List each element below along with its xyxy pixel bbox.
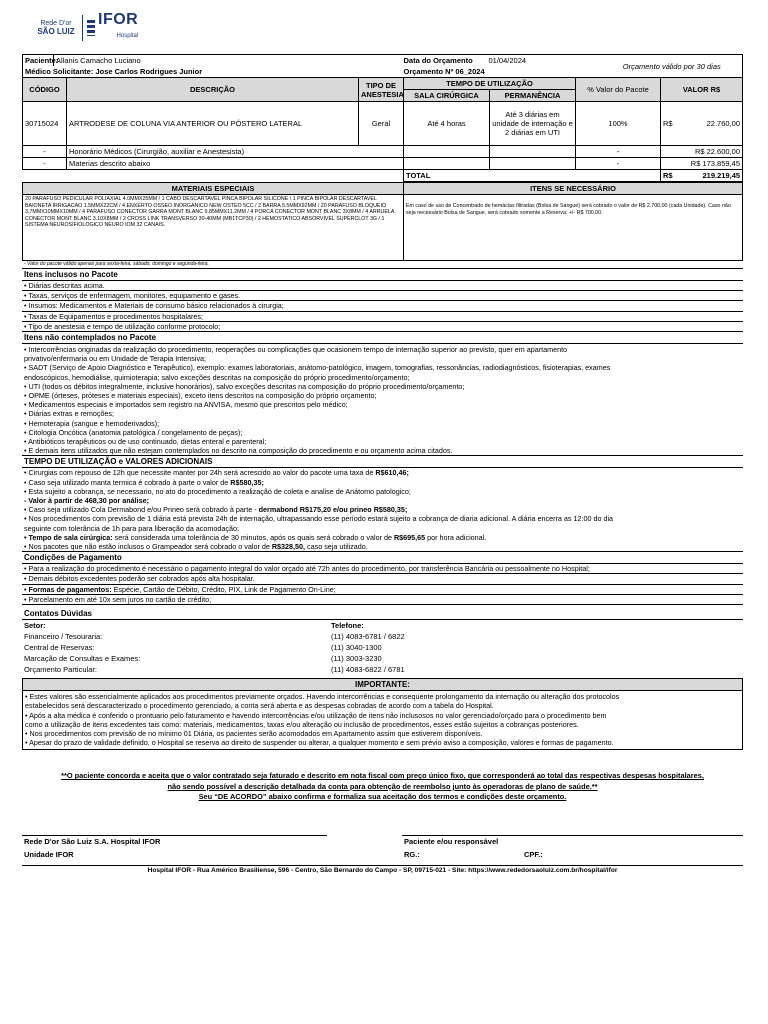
- row-pct: 100%: [576, 102, 661, 146]
- payment-line: • Formas de pagamentos:: [24, 584, 114, 594]
- hospital-signature-label: Rede D'or São Luiz S.A. Hospital IFOR: [22, 835, 327, 847]
- patient-label: Paciente:: [25, 56, 59, 65]
- time-line: por hora adicional.: [425, 532, 487, 542]
- time-values-list: [22, 467, 743, 551]
- contact-sector: Financeiro / Tesouraria:: [24, 632, 103, 642]
- optional-items-title: ITENS SE NECESSÁRIO: [404, 183, 743, 195]
- logo-brand-text: IFOR: [98, 11, 139, 28]
- budget-date: 01/04/2024: [488, 56, 527, 65]
- contact-row: [22, 664, 743, 675]
- agreement-line: não sendo possível a descrição detalhada da conta para obtenção de reembolso junto às operadoras de plano de saúde.**: [167, 781, 598, 791]
- patient-signature-label: Paciente e/ou responsável: [402, 835, 743, 847]
- time-value: dermabond R$175,20 e/ou prineo R$580,35;: [258, 505, 408, 515]
- payment-line: Espécie, Cartão de Débito, Crédito, PIX, Link de Pagamento On-Line;: [113, 584, 336, 594]
- row-currency: R$: [661, 102, 701, 146]
- row-codigo: -: [23, 146, 67, 158]
- time-value: R$695,65: [393, 532, 426, 542]
- row-pct: -: [576, 146, 661, 158]
- time-line: • Caso seja utilizado manta termica é cobrado à parte o valor de: [24, 477, 231, 487]
- col-tempo: TEMPO DE UTILIZAÇÃO: [404, 78, 576, 90]
- row-valor: R$ 22.600,00: [661, 146, 743, 158]
- list-item: • UTI (todos os débitos integralmente, inclusive honorários), salvo exceções descritas na composição do próprio procedimento/orçamento;: [24, 381, 465, 391]
- list-item: • Nos procedimentos com previsão de no mínimo 01 Diária, os pacientes serão acomodados em Apartamento assim que estiverem disponíveis.: [25, 728, 483, 738]
- list-item: privativo/enfermaria ou em Unidade de Terapia Intensiva;: [24, 354, 207, 364]
- procedure-table: [22, 77, 743, 182]
- materials-list: 20 PARAFUSO PEDICULAR POLIAXIAL 4.0MMX25MM / 1 CABO DESCARTAVEL PINCA BIPOLAR SILICONE / 1 PINCA BIPOLAR DESCARTAVEL BAIONETA IRRIGACAO 1.5MMX22CM / 4 ENXERTO OSSEO INORGANICO NEW OSTEO 5CC / 2 BARRA 5.5MMX92MM / 20 PARAFUSO BLOQUEIO 3.7MMX10MMX10MM / 4 PARAFUSO CONECTOR GARRA MONT BLANC 9.85MMX11.2MM / 4 PORCA CONECTOR MONT BLANC 3X8MM / 4 ARRUELA CONECTOR MONT BLANC 3.10X8MM / 2 CROSS LINK TRANSVERSO 30-40MM (MB1TCP30) / 2 HEMOSTATICO ABSORVIVEL SUPERCLOT 3G / 1 SISTEMA NEUROSIFIOLOGICO NEURO IOM 32 CANAIS.: [23, 195, 404, 261]
- row-permanencia: Até 3 diárias em unidade de internação e 2 diárias em UTI: [490, 102, 576, 146]
- important-title: IMPORTANTE:: [22, 678, 743, 691]
- logo-saoluiz-text: SÃO LUIZ: [37, 26, 75, 36]
- agreement-line: Seu “DE ACORDO” abaixo confirma e formaliza sua aceitação dos termos e condições deste orçamento.: [198, 792, 567, 802]
- rede-dor-logo: [34, 20, 78, 37]
- time-value: R$328,50,: [271, 542, 306, 552]
- row-descricao: Honorário Médicos (Cirurgião, auxiliar e Anestesista): [67, 146, 404, 158]
- time-value: R$610,46;: [375, 468, 409, 478]
- unit-label: Unidade IFOR: [24, 850, 74, 860]
- sector-label: Setor:: [24, 621, 46, 631]
- rg-field: RG.:: [404, 850, 420, 860]
- contacts-title: Contatos Dúvidas: [24, 609, 93, 619]
- time-line: • Cirurgias com repouso de 12h que necessite manter por 24h será acrescido ao valor do pacote uma taxa de: [24, 468, 376, 478]
- total-label: TOTAL: [404, 170, 661, 182]
- list-item: • Taxas de Equipamentos e procedimentos hospitalares;: [22, 312, 743, 322]
- list-item: estabelecidos será descaracterizado o procedimento gerenciado, a conta será aberta e as despesas cobradas de acordo com a tabela do Hospital.: [25, 701, 494, 711]
- page: [22, 12, 743, 875]
- list-item: • OPME (órteses, próteses e materiais especiais), exceto itens descritos na composição do próprio orçamento;: [24, 391, 377, 401]
- page-footer: Hospital IFOR - Rua Américo Brasiliense, 596 - Centro, São Bernardo do Campo - SP, 09715-021 - Site: https://www.rededorsaoluiz.com.br/hospital/ifor: [22, 865, 743, 875]
- time-line: será considerada uma tolerância de 30 minutos, após os quais será cobrado o valor de: [114, 532, 394, 542]
- time-line: • Nos pacotes que não estão inclusos o Grampeador será cobrado o valor de: [24, 542, 272, 552]
- table-row: [23, 146, 743, 158]
- col-pct: % Valor do Pacote: [576, 78, 661, 102]
- contact-row: [22, 642, 743, 653]
- list-item: • E demais itens utilizados que não estejam contemplados no descrito na composição do procedimento e ou orçamento acima citados.: [24, 446, 453, 456]
- col-descricao: DESCRIÇÃO: [67, 78, 359, 102]
- logo-divider: [82, 15, 83, 41]
- list-item: • Hemoterapia (sangue e hemoderivados);: [24, 418, 160, 428]
- time-line: • Tempo de sala cirúrgica:: [24, 532, 115, 542]
- time-values-title: TEMPO DE UTILIZAÇÃO e VALORES ADICIONAIS: [22, 455, 743, 467]
- list-item: • Citologia Oncótica (anatomia patológica / congelamento de peças);: [24, 427, 243, 437]
- materials-title: MATERIAIS ESPECIAIS: [23, 183, 404, 195]
- table-row: [23, 158, 743, 170]
- row-codigo: 30715024: [23, 102, 67, 146]
- list-item: • SADT (Serviço de Apoio Diagnóstico e Terapêutico), exemplo: exames laboratoriais, anátomo-patológico, imagem, tomografias, ressonâncias, radiodiagnósticos, fisioterapias, exames: [24, 363, 611, 373]
- row-descricao: ARTRODESE DE COLUNA VIA ANTERIOR OU PÓSTERO LATERAL: [67, 102, 359, 146]
- list-item: • Antibióticos terapêuticos ou de uso continuado, dietas enteral e parenteral;: [24, 437, 267, 447]
- time-line: • Esta sujeito a cobrança, se necessario, no ato do procedimento a realização de coleta e analise de Anátomo patologico;: [24, 486, 411, 496]
- materials-table: [22, 182, 743, 261]
- time-line: caso seja utilizado.: [305, 542, 368, 552]
- list-item: • Insumos: Medicamentos e Materiais de consumo básico relacionados à cirurgia;: [22, 301, 743, 311]
- optional-items-text: Em caso de uso de Concentrado de hemácias filtradas (Bolsa de Sangue) será cobrado o valor de R$ 2.700,00 (cada Unidade). Caso não seja necessário Bolsa de Sangue, será cobrado somente a Reserva: +/- R$ 700,00.: [404, 195, 743, 261]
- patient-name: Allanis Camacho Luciano: [54, 55, 402, 67]
- important-list: [22, 691, 743, 750]
- logo-sub-text: Hospital: [116, 33, 139, 39]
- contact-phone: (11) 3040-1300: [331, 643, 382, 653]
- total-value: 219.219,45: [701, 170, 743, 182]
- list-item: • Após a alta médica é conferido o prontuario pelo faturamento e havendo intercorrências e/ou utilização de itens não inclusosos no valor gerenciado/orçado para o procedimento bem: [25, 710, 607, 720]
- contact-phone: (11) 4083-6822 / 6781: [331, 665, 405, 675]
- contact-sector: Marcação de Consultas e Exames:: [24, 654, 141, 664]
- total-currency: R$: [661, 170, 701, 182]
- contact-row: [22, 631, 743, 642]
- phone-label: Telefone:: [331, 621, 364, 631]
- payment-line: • Para a realização do procedimento é necessário o pagamento integral do valor orçado até 72h antes do procedimento, por transferência Bancária ou pessoalmente no Hospital;: [22, 564, 743, 574]
- validity-note: Orçamento válido por 30 dias: [622, 61, 721, 71]
- contact-sector: Orçamento Particular:: [24, 665, 97, 675]
- list-item: • Apesar do prazo de validade definido, o Hospital se reserva ao direito de suspender ou alterar, a qualquer momento e sem prévio aviso a composição, valores e formas de pagamento.: [25, 738, 614, 748]
- list-item: • Diárias descritas acima.: [22, 281, 743, 291]
- ifor-logo: [98, 12, 138, 44]
- total-row: [23, 170, 743, 182]
- ifor-bars-icon: [87, 20, 95, 36]
- row-valor: 22.760,00: [701, 102, 743, 146]
- payment-line: • Demais débitos excedentes poderão ser cobrados após alta hospitalar.: [22, 574, 743, 584]
- patient-header: [22, 54, 743, 77]
- row-pct: -: [576, 158, 661, 170]
- list-item: • Estes valores são essencialmente aplicados aos procedimentos previamente orçados. Havendo intercorrências e consequente prolongamento da internação ou alteração dos protocolos: [25, 692, 620, 702]
- payment-title: Condições de Pagamento: [22, 551, 743, 563]
- included-list: [22, 280, 743, 332]
- list-item: • Intercorrências originadas da realização do procedimento, reoperações ou complicações que ocasionem tempo de internação superior ao previsto, quer em apartamento: [24, 345, 568, 355]
- not-included-list: [22, 343, 743, 455]
- agreement-block: [22, 771, 743, 803]
- time-line: seguinte com tolerância de 1h para para liberação da acomodação;: [24, 523, 239, 533]
- row-anestesia: Geral: [359, 102, 404, 146]
- hospital-logo: [34, 12, 743, 44]
- row-valor: R$ 173.859,45: [661, 158, 743, 170]
- date-label: Data do Orçamento: [403, 56, 473, 65]
- doctor-label: Médico Solicitante:: [25, 67, 94, 76]
- col-sala: SALA CIRÚRGICA: [404, 90, 490, 102]
- list-item: • Tipo de anestesia e tempo de utilização conforme protocolo;: [22, 322, 743, 332]
- validity-footnote: - Valor do pacote válido apenas para sexta-feira, sábado, domingo e segunda-feira.: [24, 261, 209, 267]
- budget-number: Orçamento Nº 06_2024: [403, 67, 485, 76]
- doctor-name: Jose Carlos Rodrigues Junior: [95, 67, 203, 76]
- cpf-field: CPF.:: [524, 850, 543, 860]
- not-included-title: Itens não contemplados no Pacote: [24, 333, 157, 343]
- col-anestesia: TIPO DE ANESTESIA: [359, 78, 404, 102]
- logo-rede-text: Rede D'or: [40, 19, 72, 27]
- contacts-table: [22, 619, 743, 675]
- col-valor: VALOR R$: [661, 78, 743, 102]
- time-line: • Caso seja utilizado Cola Dermabond e/ou Prineo será cobrado à parte -: [24, 505, 259, 515]
- row-sala: Até 4 horas: [404, 102, 490, 146]
- row-descricao: Materias descrito abaixo: [67, 158, 404, 170]
- table-row: [23, 102, 743, 146]
- row-codigo: -: [23, 158, 67, 170]
- list-item: endoscópicos, hemodiálise, quimioterapia; salvo exceções descritas na composição do próprio procedimento/orçamento;: [24, 372, 410, 382]
- contact-row: [22, 653, 743, 664]
- contact-phone: (11) 4083-6781 / 6822: [331, 632, 405, 642]
- time-line: - Valor à partir de 468,30 por análise;: [24, 496, 150, 506]
- time-value: R$580,35;: [230, 477, 264, 487]
- signature-area: [22, 835, 743, 863]
- col-codigo: CÓDIGO: [23, 78, 67, 102]
- list-item: como a utilização de itens excedentes tais como: materiais, medicamentos, taxas e/ou alteração ou inclusão de procedimentos, esses estão sujeitos a cobranças posteriores.: [25, 719, 579, 729]
- col-permanencia: PERMANÊNCIA: [490, 90, 576, 102]
- payment-line: • Parcelamento em até 10x sem juros no cartão de crédito;: [22, 595, 743, 605]
- agreement-line: **O paciente concorda e aceita que o valor contratado seja faturado e descrito em nota fiscal com preço único fixo, que corresponderá ao total das respectivas despesas hospitalares,: [61, 771, 704, 781]
- contact-sector: Central de Reservas:: [24, 643, 95, 653]
- list-item: • Taxas, serviços de enfermagem, monitores, equipamento e gases.: [22, 291, 743, 301]
- payment-list: [22, 563, 743, 605]
- contact-phone: (11) 3003-3230: [331, 654, 382, 664]
- time-line: • Nos procedimentos com previsão de 1 diária está prevista 24h de internação, ultrapassando esse período estará sujeito a cobrança de diaria adicional. A diária encerra as 12:00 do dia: [24, 514, 614, 524]
- list-item: • Diárias extras e remoções;: [24, 409, 114, 419]
- included-title: Itens inclusos no Pacote: [22, 268, 743, 280]
- list-item: • Medicamentos especiais e importados sem registro na ANVISA, mesmo que prescritos pelo médico;: [24, 400, 348, 410]
